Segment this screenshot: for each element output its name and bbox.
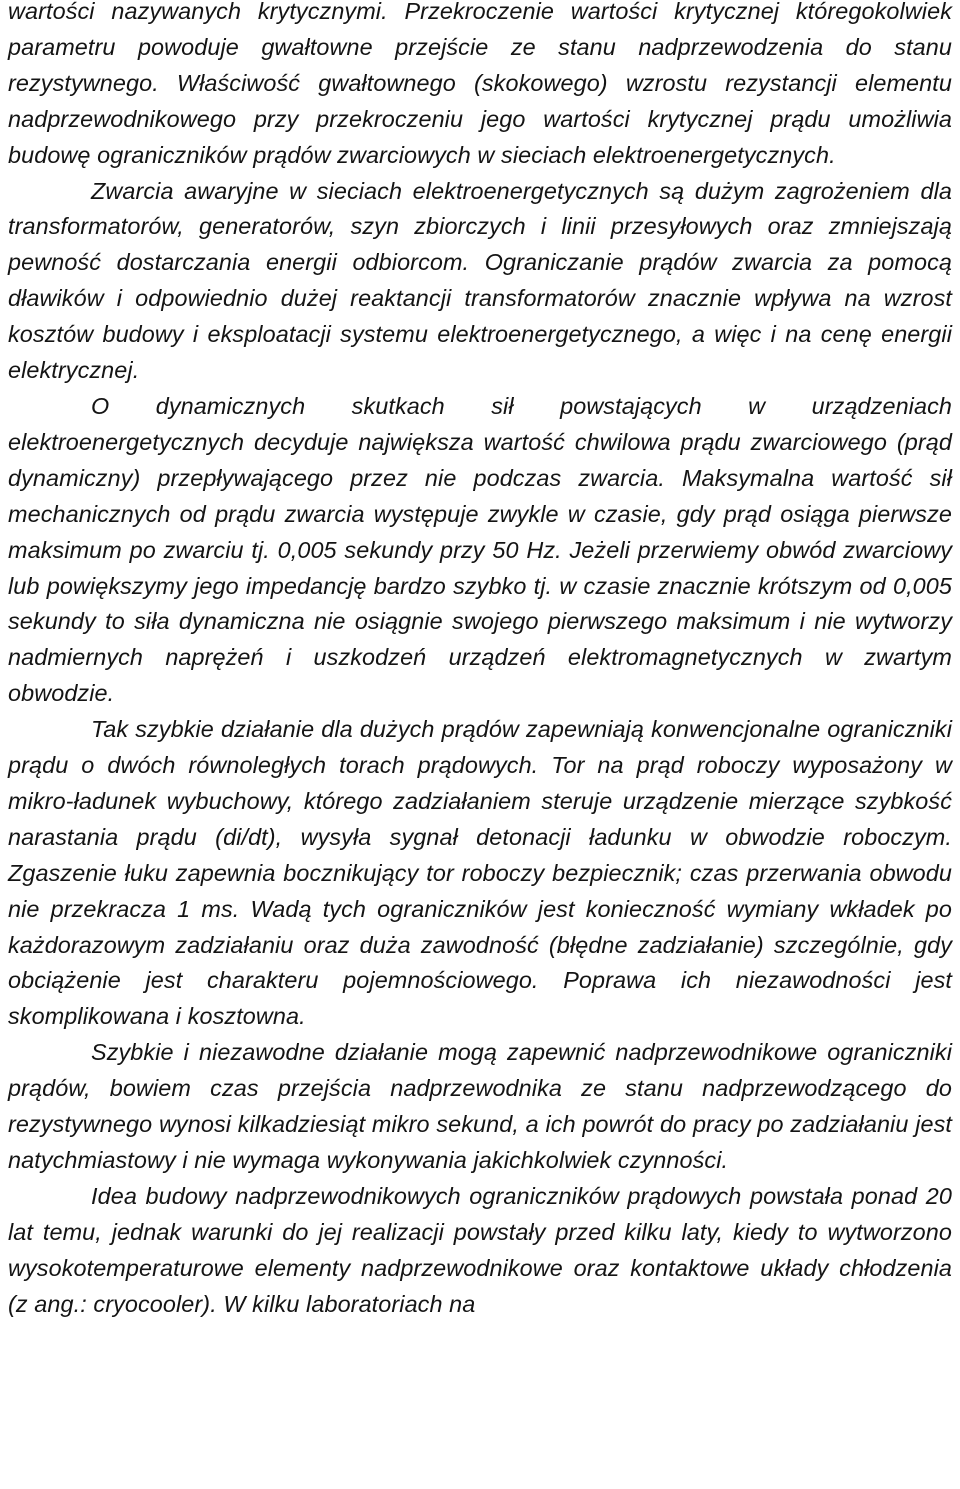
paragraph-6: Idea budowy nadprzewodnikowych ograniczników prądowych powstała ponad 20 lat temu, jednak warunki do jej realizacji powstały przed kilku laty, kiedy to wytworzono wysokotemperaturowe elementy nadprzewodnikowe oraz kontaktowe układy chłodzenia (z ang.: cryocooler). W kilku laboratoriach na <box>8 1182 952 1317</box>
paragraph-3: O dynamicznych skutkach sił powstających w urządzeniach elektroenergetycznych decyduje największa wartość chwilowa prądu zwarciowego (prąd dynamiczny) przepływającego przez nie podczas zwarcia. Maksymalna wartość sił mechanicznych od prądu zwarcia występuje zwykle w czasie, gdy prąd osiąga pierwsze maksimum po zwarciu tj. 0,005 sekundy przy 50 Hz. Jeżeli przerwiemy obwód zwarciowy lub powiększymy jego impedancję bardzo szybko tj. w czasie znacznie krótszym od 0,005 sekundy to siła dynamiczna nie osiągnie swojego pierwszego maksimum i nie wytworzy nadmiernych naprężeń i uszkodzeń urządzeń elektromagnetycznych w zwartym obwodzie. <box>8 392 952 707</box>
document-page <box>8 0 952 1323</box>
paragraph-1: wartości nazywanych krytycznymi. Przekroczenie wartości krytycznej któregokolwiek parametru powoduje gwałtowne przejście ze stanu nadprzewodzenia do stanu rezystywnego. Właściwość gwałtownego (skokowego) wzrostu rezystancji elementu nadprzewodnikowego przy przekroczeniu jego wartości krytycznej prądu umożliwia budowę ograniczników prądów zwarciowych w sieciach elektroenergetycznych. <box>8 0 952 168</box>
paragraph-2: Zwarcia awaryjne w sieciach elektroenergetycznych są dużym zagrożeniem dla transformatorów, generatorów, szyn zbiorczych i linii przesyłowych oraz zmniejszają pewność dostarczania energii odbiorcom. Ograniczanie prądów zwarcia za pomocą dławików i odpowiednio dużej reaktancji transformatorów znacznie wpływa na wzrost kosztów budowy i eksploatacji systemu elektroenergetycznego, a więc i na cenę energii elektrycznej. <box>8 177 952 384</box>
paragraph-4: Tak szybkie działanie dla dużych prądów zapewniają konwencjonalne ograniczniki prądu o dwóch równoległych torach prądowych. Tor na prąd roboczy wyposażony w mikro-ładunek wybuchowy, którego zadziałaniem steruje urządzenie mierzące szybkość narastania prądu (di/dt), wysyła sygnał detonacji ładunku w obwodzie roboczym. Zgaszenie łuku zapewnia bocznikujący tor roboczy bezpiecznik; czas przerwania obwodu nie przekracza 1 ms. Wadą tych ograniczników jest konieczność wymiany wkładek po każdorazowym zadziałaniu oraz duża zawodność (błędne zadziałanie) szczególnie, gdy obciążenie jest charakteru pojemnościowego. Poprawa ich niezawodności jest skomplikowana i kosztowna. <box>8 716 952 1030</box>
paragraph-5: Szybkie i niezawodne działanie mogą zapewnić nadprzewodnikowe ograniczniki prądów, bowiem czas przejścia nadprzewodnika ze stanu nadprzewodzącego do rezystywnego wynosi kilkadziesiąt mikro sekund, a ich powrót do pracy po zadziałaniu jest natychmiastowy i nie wymaga wykonywania jakichkolwiek czynności. <box>8 1039 952 1173</box>
